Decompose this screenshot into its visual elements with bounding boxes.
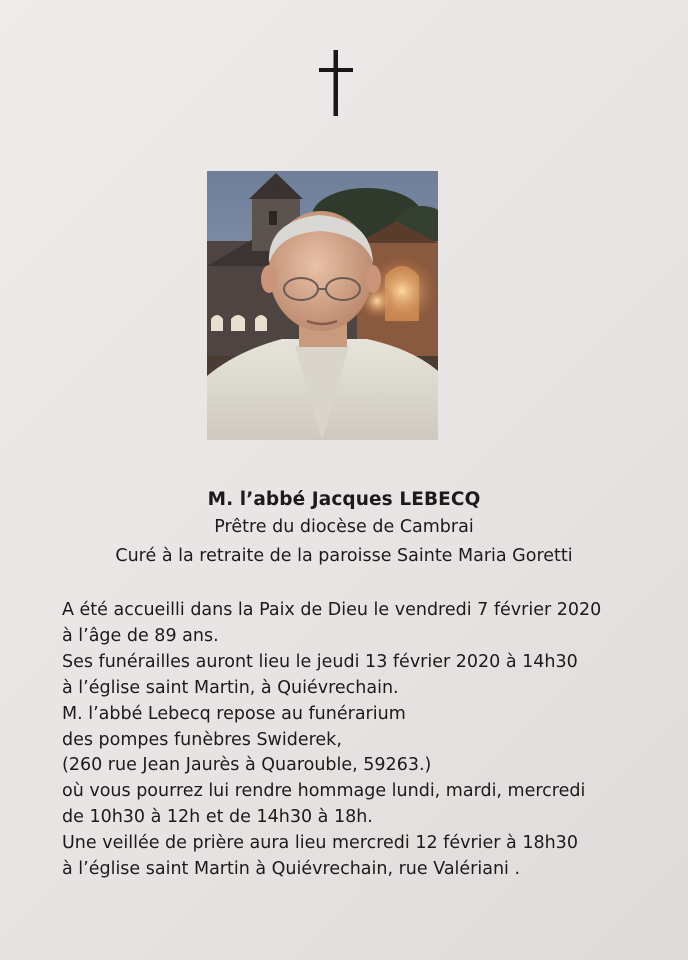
text-line: Une veillée de prière aura lieu mercredi 12 février à 18h30 (62, 833, 578, 854)
portrait-photo (207, 171, 438, 440)
text-line: des pompes funèbres Swiderek, (62, 729, 342, 750)
text-line: M. l’abbé Lebecq repose au funérarium (62, 703, 406, 724)
text-line: de 10h30 à 12h et de 14h30 à 18h. (62, 807, 373, 828)
text-line: à l’église saint Martin à Quiévrechain, rue Valériani . (62, 859, 521, 880)
text-line: Ses funérailles auront lieu le jeudi 13 février 2020 à 14h30 (62, 651, 578, 672)
text-line: (260 rue Jean Jaurès à Quarouble, 59263.) (62, 755, 432, 776)
deceased-name: M. l’abbé Jacques LEBECQ (207, 489, 481, 510)
subtitle-diocese: Prêtre du diocèse de Cambrai (214, 517, 474, 537)
text-line: où vous pourrez lui rendre hommage lundi, mardi, mercredi (62, 781, 586, 802)
text-line: A été accueilli dans la Paix de Dieu le vendredi 7 février 2020 (62, 600, 602, 620)
text-line: à l’église saint Martin, à Quiévrechain. (62, 677, 399, 698)
cross-icon (318, 48, 354, 118)
subtitle-parish: Curé à la retraite de la paroisse Sainte Maria Goretti (115, 546, 573, 566)
announcement-text (62, 598, 662, 883)
text-line: à l’âge de 89 ans. (62, 625, 219, 646)
